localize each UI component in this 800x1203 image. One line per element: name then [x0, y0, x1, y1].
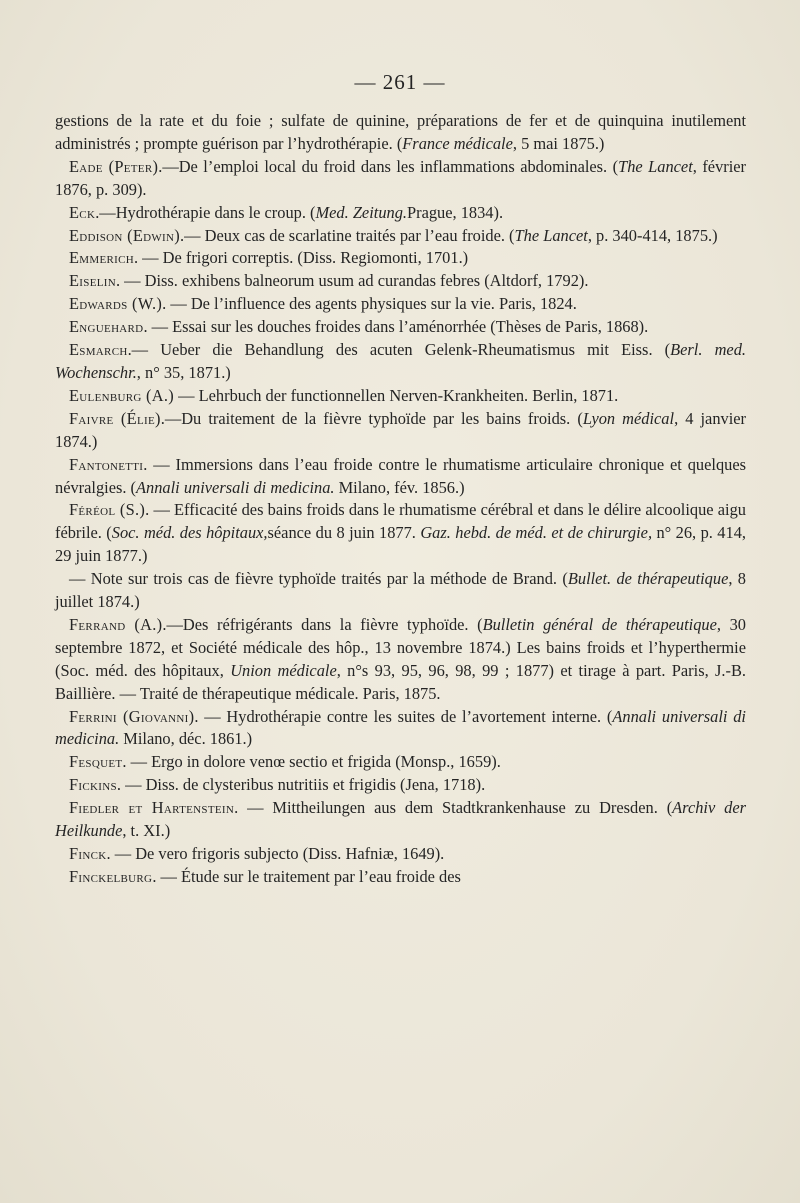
- entry-author: Esmarch: [69, 340, 128, 360]
- bibliography-entry: Finck. — De vero frigoris subjecto (Diss. Hafniæ, 1649).: [69, 844, 445, 863]
- bibliography-entry: Eade (Peter).—De l’emploi local du froid dans les inflammations abdominales. (The Lancet, février 1876, p. 309).: [55, 156, 747, 199]
- bibliography-entry: Eulenburg (A.) — Lehrbuch der functionnellen Nerven-Krankheiten. Berlin, 1871.: [69, 385, 619, 405]
- entry-author: Finck: [69, 844, 107, 863]
- bibliography-entry: gestions de la rate et du foie ; sulfate de quinine, préparations de fer et de quinquina inutilement administrés ; prompte guérison par l’hydrothérapie. (France médicale, 5 mai 1875.): [55, 111, 746, 153]
- entry-author: Eiselin: [69, 271, 116, 291]
- bibliography-entry: Ferrand (A.).—Des réfrigérants dans la fièvre typhoïde. (Bulletin général de thérapeutique, 30 septembre 1872, et Société médicale des hôp., 13 novembre 1874.) Les bains froids et l’hyperthermie (Soc. méd. des hôpitaux, Union médicale, n°s 93, 95, 96, 98, 99 ; 1877) et tirage à part. Paris, J.-B. Baillière. — Traité de thérapeutique médicale. Paris, 1875.: [55, 614, 747, 703]
- entry-author: Finckelburg: [69, 866, 153, 886]
- bibliography-entry: Fickins. — Diss. de clysteribus nutritiis et frigidis (Jena, 1718).: [69, 775, 486, 795]
- entry-author: Faivre (Élie): [69, 408, 161, 428]
- entry-author: Eck: [69, 202, 96, 222]
- bibliography-entry: Edwards (W.). — De l’influence des agents physiques sur la vie. Paris, 1824.: [69, 294, 577, 314]
- bibliography-entry: Fesquet. — Ergo in dolore venœ sectio et frigida (Monsp., 1659).: [69, 752, 501, 772]
- entry-author: Fiedler et Hartenstein: [69, 798, 235, 818]
- bibliography-entry: Eck.—Hydrothérapie dans le croup. (Med. Zeitung.Prague, 1834).: [69, 202, 504, 222]
- bibliography-entry: Féréol (S.). — Efficacité des bains froids dans le rhumatisme cérébral et dans le délire alcoolique aigu fébrile. (Soc. méd. des hôpitaux,séance du 8 juin 1877. Gaz. hebd. de méd. et de chirurgie, n° 26, p. 414, 29 juin 1877.): [55, 500, 746, 566]
- bibliography-entry: Emmerich. — De frigori correptis. (Diss. Regiomonti, 1701.): [69, 248, 469, 268]
- entry-author: Fantonetti: [69, 454, 144, 474]
- entry-author: Enguehard: [69, 317, 144, 337]
- bibliography-entry: Eddison (Edwin).— Deux cas de scarlatine traités par l’eau froide. (The Lancet, p. 340-414, 1875.): [69, 225, 718, 245]
- bibliography-entry: Faivre (Élie).—Du traitement de la fièvre typhoïde par les bains froids. (Lyon médical, 4 janvier 1874.): [55, 408, 747, 451]
- entry-author: Edwards (W.): [69, 294, 163, 314]
- bibliography-entry: Esmarch.— Ueber die Behandlung des acuten Gelenk-Rheumatismus mit Eiss. (Berl. med. Wochenschr., n° 35, 1871.): [55, 340, 746, 382]
- bibliography-entry: Eiselin. — Diss. exhibens balneorum usum ad curandas febres (Altdorf, 1792).: [69, 271, 589, 291]
- entry-author: Eddison (Edwin): [69, 225, 181, 245]
- bibliography-entry: Finckelburg. — Étude sur le traitement par l’eau froide des: [69, 866, 461, 886]
- entry-author: Fickins: [69, 775, 117, 795]
- page-number: — 261 —: [354, 70, 446, 94]
- entry-author: Eulenburg (A.): [69, 385, 175, 405]
- bibliography-entry: — Note sur trois cas de fièvre typhoïde traités par la méthode de Brand. (Bullet. de thérapeutique, 8 juillet 1874.): [55, 569, 747, 612]
- entry-author: Ferrand (A.): [69, 614, 163, 634]
- bibliography-entry: Ferrini (Giovanni). — Hydrothérapie contre les suites de l’avortement interne. (Annali universali di medicina. Milano, déc. 1861.): [55, 706, 746, 749]
- bibliography-entry: Enguehard. — Essai sur les douches froides dans l’aménorrhée (Thèses de Paris, 1868).: [69, 317, 649, 337]
- bibliography-entry: Fiedler et Hartenstein. — Mittheilungen aus dem Stadtkrankenhause zu Dresden. (Archiv der Heilkunde, t. XI.): [55, 798, 747, 841]
- bibliography-entry: Fantonetti. — Immersions dans l’eau froide contre le rhumatisme articulaire chronique et quelques névralgies. (Annali universali di medicina. Milano, fév. 1856.): [55, 454, 746, 497]
- entry-author: Féréol (S.): [69, 500, 146, 520]
- entry-author: Emmerich: [69, 248, 134, 268]
- entry-author: Fesquet: [69, 752, 123, 772]
- entry-author: Ferrini (Giovanni): [69, 706, 195, 726]
- bibliography-list: [55, 110, 746, 889]
- entry-author: Eade (Peter): [69, 156, 159, 176]
